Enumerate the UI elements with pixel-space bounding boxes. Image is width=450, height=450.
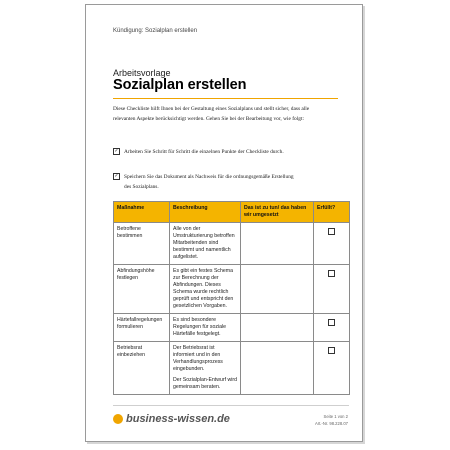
- description-cell: Alle von der Umstrukturierung betroffen Mitarbeitenden sind bestimmt und namentlich aufgelistet.: [170, 223, 241, 265]
- done-cell: [314, 342, 350, 395]
- footer-meta: [315, 413, 348, 427]
- document-title: Sozialplan erstellen: [113, 77, 247, 93]
- measure-cell: Abfindungshöhe festlegen: [114, 265, 170, 314]
- done-cell: [314, 223, 350, 265]
- measure-cell: Betroffene bestimmen: [114, 223, 170, 265]
- column-header-measure: Maßnahme: [114, 202, 170, 223]
- todo-cell[interactable]: [241, 265, 314, 314]
- description-text: Der Betriebsrat ist informiert und in den Verhandlungsprozess eingebunden.: [173, 345, 223, 372]
- page-number: Seite 1 von 2: [323, 414, 348, 419]
- article-number: Art.-Nr. 98.228.07: [314, 421, 348, 426]
- column-header-todo: Das ist zu tun/ das haben wir umgesetzt: [241, 202, 314, 223]
- description-cell: [170, 342, 241, 395]
- running-header: Kündigung: Sozialplan erstellen: [113, 28, 198, 34]
- footer-divider: [113, 405, 349, 406]
- measure-cell: Härtefallregelungen formulieren: [114, 314, 170, 342]
- done-cell: [314, 265, 350, 314]
- checkbox[interactable]: [328, 228, 335, 235]
- checklist-item-text: Speichern Sie das Dokument als Nachweis für die ordnungsgemäße Erstellung des Sozialplans.: [124, 174, 294, 190]
- logo-dot-icon: [113, 414, 123, 424]
- column-header-done: Erfüllt?: [314, 202, 350, 223]
- table-row: [114, 342, 350, 395]
- checkbox[interactable]: [328, 319, 335, 326]
- done-cell: [314, 314, 350, 342]
- todo-cell[interactable]: [241, 342, 314, 395]
- table-row: [114, 265, 350, 314]
- measure-cell: Betriebsrat einbeziehen: [114, 342, 170, 395]
- checklist-table: [113, 201, 350, 395]
- logo-text: business-wissen.de: [126, 413, 230, 425]
- intro-paragraph: Diese Checkliste hilft Ihnen bei der Gestaltung eines Sozialplans und stellt sicher, dass alle relevanten Aspekte berücksichtigt werden. Gehen Sie bei der Bearbeitung vor, wie folgt:: [113, 106, 310, 122]
- todo-cell[interactable]: [241, 314, 314, 342]
- todo-cell[interactable]: [241, 223, 314, 265]
- table-header-row: [114, 202, 350, 223]
- description-text: Der Sozialplan-Entwurf wird gemeinsam beraten.: [173, 377, 238, 390]
- checkbox[interactable]: [328, 347, 335, 354]
- checklist-item-text: Arbeiten Sie Schritt für Schritt die einzelnen Punkte der Checkliste durch.: [124, 149, 284, 155]
- table-row: [114, 314, 350, 342]
- checked-box-icon: ✓: [114, 149, 119, 154]
- description-cell: Es gibt ein festes Schema zur Berechnung der Abfindungen. Dieses Schema wurde rechtlich geprüft und entspricht den gesetzlichen Vorgaben.: [170, 265, 241, 314]
- column-header-description: Beschreibung: [170, 202, 241, 223]
- brand-logo: [113, 413, 230, 425]
- description-cell: Es sind besondere Regelungen für soziale Härtefälle festgelegt.: [170, 314, 241, 342]
- document-page: [85, 4, 363, 442]
- document-kicker: Arbeitsvorlage: [113, 68, 171, 78]
- checked-box-icon: ✓: [114, 174, 119, 179]
- table-row: [114, 223, 350, 265]
- title-divider: [113, 98, 338, 99]
- checkbox[interactable]: [328, 270, 335, 277]
